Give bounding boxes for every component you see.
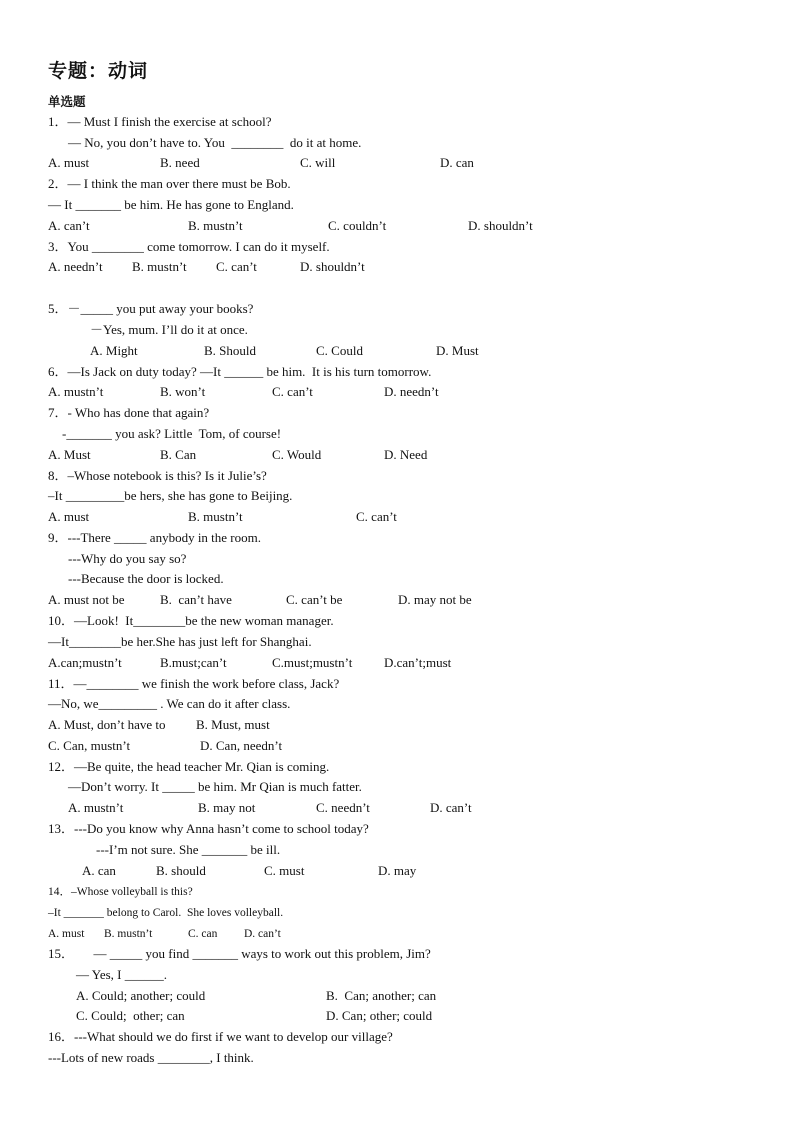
answer-option: C. can’t [216, 259, 257, 274]
answer-option: C. couldn’t [328, 218, 387, 233]
question-line: 12．—Be quite, the head teacher Mr. Qian is coming. [48, 759, 330, 774]
answer-option: D. needn’t [384, 384, 439, 399]
question-line: ---Lots of new roads ________, I think. [48, 1050, 254, 1065]
question-line: — Yes, I ______. [76, 967, 168, 982]
question-line: ---Why do you say so? [68, 551, 187, 566]
answer-option: B. Should [204, 343, 257, 358]
question-line: 1．— Must I finish the exercise at school? [48, 114, 272, 129]
answer-option: D.can’t;must [384, 655, 452, 670]
answer-option: D. can’t [244, 928, 281, 940]
answer-option: C. can’t [356, 509, 397, 524]
answer-option: B. should [156, 863, 206, 878]
answer-option: B. mustn’t [188, 218, 243, 233]
answer-option: D. can’t [430, 800, 472, 815]
answer-option: B. Must, must [196, 717, 270, 732]
answer-option: A. can [82, 863, 116, 878]
question-line: —No, we_________ . We can do it after class. [48, 696, 291, 711]
answer-option: B. may not [198, 800, 256, 815]
answer-option: A. Might [90, 343, 138, 358]
answer-option: C. must [264, 863, 305, 878]
answer-option: A. must not be [48, 592, 125, 607]
answer-option: C. needn’t [316, 800, 370, 815]
answer-option: A. Must [48, 447, 91, 462]
question-line: 13．---Do you know why Anna hasn’t come to school today? [48, 821, 369, 836]
section-heading: 单选题 [48, 94, 86, 109]
answer-option: C. Could; other; can [76, 1008, 185, 1023]
answer-option: D. shouldn’t [300, 259, 365, 274]
answer-option: B. mustn’t [132, 259, 187, 274]
answer-option: A.can;mustn’t [48, 655, 122, 670]
question-line: 6．—Is Jack on duty today? —It ______ be him. It is his turn tomorrow. [48, 364, 432, 379]
answer-option: B. mustn’t [104, 928, 153, 940]
question-line: ---Because the door is locked. [68, 571, 224, 586]
question-line: 16．---What should we do first if we want to develop our village? [48, 1029, 393, 1044]
answer-option: A. mustn’t [48, 384, 104, 399]
answer-option: A. must [48, 928, 85, 940]
answer-option: B. Can; another; can [326, 988, 437, 1003]
question-line: ---I’m not sure. She _______ be ill. [96, 842, 281, 857]
page-title: 专题：动词 [48, 60, 149, 82]
question-line: 5．－_____ you put away your books? [48, 301, 254, 316]
answer-option: D. shouldn’t [468, 218, 533, 233]
question-line: 11．—________ we finish the work before class, Jack? [48, 676, 340, 691]
answer-option: B. can’t have [160, 592, 232, 607]
answer-option: D. Must [436, 343, 479, 358]
question-line: －Yes, mum. I’ll do it at once. [90, 322, 248, 337]
answer-option: A. mustn’t [68, 800, 124, 815]
answer-option: B. need [160, 155, 200, 170]
answer-option: C. can’t [272, 384, 313, 399]
question-line: —It________be her.She has just left for Shanghai. [48, 634, 312, 649]
answer-option: D. Can; other; could [326, 1008, 433, 1023]
question-line: –It _________be hers, she has gone to Beijing. [48, 488, 293, 503]
answer-option: D. may not be [398, 592, 472, 607]
question-line: 3．You ________ come tomorrow. I can do it myself. [48, 239, 330, 254]
answer-option: C. will [300, 155, 336, 170]
question-line: 2．— I think the man over there must be Bob. [48, 176, 291, 191]
question-line: 15． — _____ you find _______ ways to work out this problem, Jim? [48, 946, 431, 961]
question-line: — No, you don’t have to. You ________ do it at home. [68, 135, 362, 150]
question-line: –It _______ belong to Carol. She loves volleyball. [48, 907, 284, 919]
question-line: — It _______ be him. He has gone to England. [48, 197, 294, 212]
answer-option: B. Can [160, 447, 197, 462]
answer-option: C. can [188, 928, 218, 940]
answer-option: B.must;can’t [160, 655, 227, 670]
answer-option: D. Can, needn’t [200, 738, 283, 753]
answer-option: A. needn’t [48, 259, 103, 274]
answer-option: A. must [48, 509, 90, 524]
question-line: 10．—Look! It________be the new woman manager. [48, 613, 334, 628]
question-line: 8．–Whose notebook is this? Is it Julie’s? [48, 468, 267, 483]
question-line: 9．---There _____ anybody in the room. [48, 530, 262, 545]
question-line: -_______ you ask? Little Tom, of course! [62, 426, 282, 441]
answer-option: C. Can, mustn’t [48, 738, 131, 753]
answer-option: C. Could [316, 343, 363, 358]
answer-option: D. Need [384, 447, 428, 462]
answer-option: B. won’t [160, 384, 206, 399]
question-line: 14．–Whose volleyball is this? [48, 886, 193, 898]
answer-option: A. Must, don’t have to [48, 717, 166, 732]
question-line: —Don’t worry. It _____ be him. Mr Qian is much fatter. [68, 779, 362, 794]
answer-option: C. can’t be [286, 592, 343, 607]
answer-option: B. mustn’t [188, 509, 243, 524]
answer-option: A. Could; another; could [76, 988, 206, 1003]
answer-option: C. Would [272, 447, 322, 462]
answer-option: D. can [440, 155, 474, 170]
question-line: 7．- Who has done that again? [48, 405, 210, 420]
answer-option: A. must [48, 155, 90, 170]
answer-option: D. may [378, 863, 417, 878]
answer-option: A. can’t [48, 218, 90, 233]
answer-option: C.must;mustn’t [272, 655, 353, 670]
